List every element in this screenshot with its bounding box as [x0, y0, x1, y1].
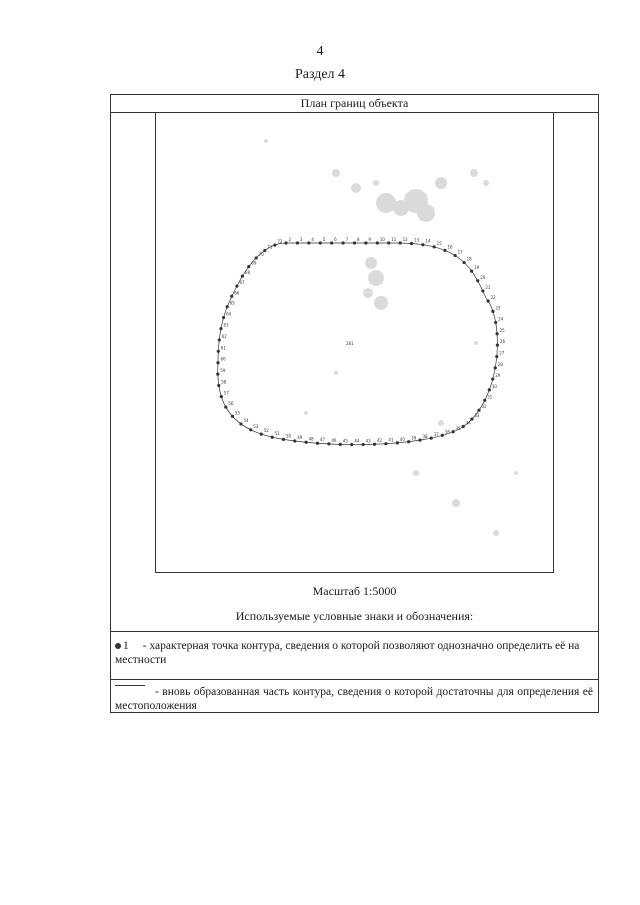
- boundary-point-marker: [407, 440, 410, 443]
- boundary-point-marker: [239, 422, 242, 425]
- boundary-map-svg: [156, 113, 555, 574]
- legend-line-row: [115, 685, 593, 713]
- boundary-point-label: 69: [251, 260, 257, 266]
- boundary-point-label: 35: [455, 425, 461, 431]
- boundary-point-label: 10: [379, 237, 385, 242]
- boundary-point-label: 20: [480, 274, 486, 280]
- section-title: Раздел 4: [294, 67, 346, 82]
- boundary-point-label: 8: [356, 237, 360, 242]
- boundary-point-marker: [399, 241, 402, 244]
- boundary-point-label: 48: [308, 436, 314, 442]
- boundary-point-label: 27: [499, 350, 505, 356]
- page-number: 4: [316, 44, 324, 59]
- boundary-point-label: 7: [345, 237, 349, 242]
- boundary-point-label: 24: [498, 316, 504, 322]
- scale-label: Масштаб 1:5000: [312, 584, 397, 598]
- boundary-point-label: 45: [342, 438, 348, 444]
- boundary-point-label: 28: [497, 361, 503, 367]
- point-symbol-label: 1: [123, 640, 129, 652]
- boundary-point-label: 54: [243, 417, 249, 423]
- boundary-point-label: 39: [411, 435, 417, 441]
- boundary-point-label: 52: [263, 428, 269, 434]
- boundary-point-label: 23: [495, 305, 501, 311]
- boundary-point-marker: [441, 434, 444, 437]
- boundary-point-marker: [241, 274, 244, 277]
- boundary-point-label: 50: [285, 433, 292, 439]
- boundary-point-marker: [488, 388, 491, 391]
- boundary-point-marker: [260, 433, 263, 436]
- boundary-point-marker: [353, 241, 356, 244]
- boundary-point-marker: [376, 241, 379, 244]
- boundary-point-label: 19: [474, 265, 480, 271]
- boundary-point-label: 57: [223, 390, 229, 396]
- boundary-point-marker: [433, 245, 436, 248]
- boundary-point-label: 16: [447, 244, 453, 250]
- boundary-point-marker: [341, 241, 344, 244]
- boundary-line-symbol-icon: [115, 685, 145, 686]
- boundary-point-label: 72: [277, 239, 283, 245]
- boundary-point-label: 14: [425, 238, 431, 244]
- boundary-point-marker: [220, 395, 223, 398]
- boundary-point-label: 32: [481, 404, 487, 410]
- boundary-point-marker: [373, 443, 376, 446]
- point-symbol-description: - характерная точка контура, сведения о которой позволяют однозначно определить её на местности: [115, 640, 580, 666]
- boundary-point-marker: [494, 321, 497, 324]
- boundary-point-label: 47: [319, 437, 326, 443]
- boundary-point-label: 41: [388, 437, 394, 443]
- boundary-point-label: 30: [491, 383, 497, 389]
- boundary-point-marker: [273, 243, 276, 246]
- boundary-point-label: 58: [221, 379, 227, 385]
- legend-title: Используемые условные знаки и обозначения:: [235, 609, 474, 623]
- map-center-label: 281: [346, 341, 354, 346]
- boundary-point-marker: [307, 241, 310, 244]
- boundary-point-label: 15: [436, 240, 442, 246]
- boundary-point-marker: [452, 430, 455, 433]
- point-symbol-icon: [115, 643, 121, 649]
- boundary-point-marker: [396, 441, 399, 444]
- boundary-point-marker: [443, 249, 446, 252]
- boundary-point-label: 13: [414, 237, 420, 243]
- boundary-point-marker: [217, 384, 220, 387]
- boundary-point-marker: [271, 436, 274, 439]
- boundary-point-marker: [222, 316, 225, 319]
- boundary-point-label: 2: [288, 237, 292, 242]
- boundary-point-label: 64: [226, 311, 232, 317]
- boundary-point-label: 63: [223, 322, 229, 328]
- boundary-point-label: 18: [466, 256, 472, 262]
- boundary-point-label: 29: [495, 373, 501, 379]
- boundary-points: [216, 237, 505, 446]
- boundary-point-marker: [319, 241, 322, 244]
- boundary-point-label: 70: [258, 251, 264, 257]
- boundary-point-label: 9: [368, 237, 371, 242]
- boundary-point-marker: [487, 299, 490, 302]
- plan-title: План границ объекта: [111, 95, 598, 113]
- legend-point-row: [115, 639, 593, 667]
- boundary-point-label: 43: [365, 438, 371, 444]
- boundary-point-label: 34: [465, 420, 471, 426]
- boundary-point-marker: [216, 361, 219, 364]
- boundary-point-label: 12: [402, 237, 408, 243]
- boundary-point-marker: [282, 438, 285, 441]
- boundary-point-label: 68: [244, 270, 251, 276]
- boundary-point-marker: [293, 439, 296, 442]
- boundary-point-label: 37: [433, 432, 439, 438]
- boundary-point-label: 55: [234, 410, 241, 416]
- boundary-point-marker: [350, 443, 353, 446]
- boundary-point-label: 61: [220, 345, 226, 351]
- boundary-point-label: 53: [253, 423, 259, 429]
- boundary-point-marker: [494, 366, 497, 369]
- plan-frame: [110, 94, 599, 713]
- boundary-point-label: 56: [228, 401, 234, 407]
- boundary-point-marker: [410, 242, 413, 245]
- boundary-point-marker: [421, 243, 424, 246]
- boundary-point-marker: [219, 327, 222, 330]
- boundary-point-marker: [481, 289, 484, 292]
- boundary-point-marker: [217, 350, 220, 353]
- boundary-point-marker: [330, 241, 333, 244]
- boundary-point-marker: [418, 439, 421, 442]
- divider: [111, 679, 598, 680]
- boundary-point-marker: [235, 284, 238, 287]
- line-symbol-description: - вновь образованная часть контура, сведения о которой достаточны для определения её местоположения: [115, 686, 593, 712]
- boundary-point-marker: [495, 332, 498, 335]
- boundary-point-label: 3: [299, 237, 303, 242]
- boundary-point-marker: [491, 377, 494, 380]
- boundary-point-label: 26: [499, 339, 506, 345]
- boundary-point-label: 4: [311, 237, 314, 242]
- boundary-point-label: 66: [234, 290, 240, 296]
- boundary-map: [155, 112, 554, 573]
- boundary-point-marker: [384, 442, 387, 445]
- boundary-point-marker: [339, 443, 342, 446]
- boundary-point-label: 6: [334, 237, 337, 242]
- boundary-point-label: 49: [297, 434, 303, 440]
- boundary-point-marker: [387, 241, 390, 244]
- boundary-point-marker: [284, 241, 287, 244]
- map-background-texture: [264, 139, 518, 536]
- boundary-point-marker: [249, 428, 252, 431]
- boundary-point-marker: [462, 425, 465, 428]
- boundary-point-marker: [470, 270, 473, 273]
- boundary-point-label: 59: [220, 368, 226, 374]
- boundary-point-label: 46: [331, 437, 337, 443]
- boundary-point-label: 31: [487, 394, 493, 400]
- boundary-point-label: 17: [457, 249, 463, 255]
- boundary-point-marker: [496, 344, 499, 347]
- boundary-point-label: 22: [490, 295, 496, 301]
- boundary-point-label: 5: [322, 237, 326, 242]
- boundary-point-marker: [226, 305, 229, 308]
- boundary-point-label: 44: [354, 438, 360, 444]
- boundary-point-label: 38: [422, 434, 428, 440]
- boundary-point-marker: [296, 241, 299, 244]
- boundary-point-label: 11: [391, 237, 397, 242]
- boundary-point-label: 65: [229, 300, 235, 306]
- boundary-point-label: 40: [399, 436, 405, 442]
- boundary-point-label: 36: [444, 429, 450, 435]
- boundary-point-marker: [491, 310, 494, 313]
- boundary-point-marker: [218, 338, 221, 341]
- boundary-point-marker: [230, 295, 233, 298]
- boundary-point-marker: [477, 409, 480, 412]
- boundary-point-marker: [316, 442, 319, 445]
- boundary-point-marker: [263, 249, 266, 252]
- boundary-point-marker: [224, 405, 227, 408]
- boundary-point-marker: [463, 261, 466, 264]
- boundary-point-marker: [362, 443, 365, 446]
- boundary-point-marker: [476, 279, 479, 282]
- boundary-point-label: 42: [377, 438, 383, 444]
- boundary-point-marker: [231, 415, 234, 418]
- boundary-point-label: 62: [221, 333, 227, 339]
- boundary-point-label: 25: [499, 327, 505, 333]
- boundary-point-label: 51: [274, 431, 280, 437]
- boundary-point-marker: [305, 441, 308, 444]
- boundary-point-marker: [364, 241, 367, 244]
- boundary-point-label: 60: [220, 356, 226, 362]
- boundary-point-label: 67: [239, 280, 245, 286]
- boundary-point-marker: [216, 373, 219, 376]
- boundary-point-marker: [247, 265, 250, 268]
- boundary-point-marker: [255, 256, 258, 259]
- boundary-point-label: 21: [485, 284, 491, 290]
- boundary-point-marker: [454, 254, 457, 257]
- boundary-point-label: 71: [267, 244, 273, 250]
- boundary-point-marker: [430, 436, 433, 439]
- boundary-point-marker: [495, 355, 498, 358]
- boundary-point-marker: [327, 442, 330, 445]
- divider: [111, 631, 598, 632]
- boundary-point-label: 33: [474, 413, 480, 419]
- boundary-point-marker: [483, 399, 486, 402]
